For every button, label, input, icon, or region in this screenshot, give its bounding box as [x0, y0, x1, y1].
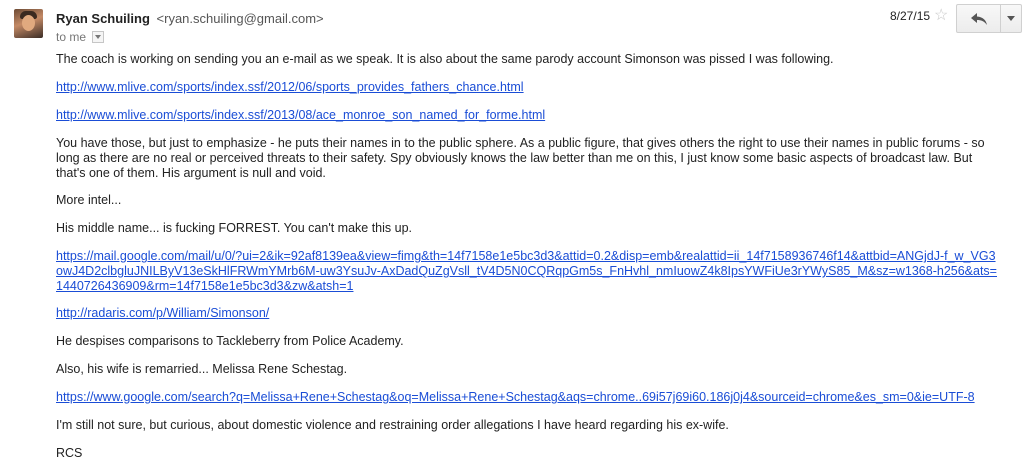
link-mlive-2013[interactable]: http://www.mlive.com/sports/index.ssf/2013/08/ace_monroe_son_named_for_forme.html: [56, 108, 546, 122]
paragraph-3: You have those, but just to emphasize - he puts their names in to the public sphere. As a public figure, that gives others the right to use their names in public forums - so long as there are no real or perceived threats to their safety. Spy obviously knows the law better than me on this, I just know some basic aspects of broadcast law. But that's one of them. His argument is null and void.: [56, 136, 985, 180]
paragraph-4: More intel...: [56, 193, 122, 207]
sender-name[interactable]: Ryan Schuiling: [56, 11, 150, 26]
recipient-label: to me: [56, 30, 87, 44]
star-icon[interactable]: ☆: [934, 7, 949, 24]
show-details-icon[interactable]: [92, 31, 104, 43]
reply-button[interactable]: [957, 5, 1000, 32]
avatar-face: [22, 15, 35, 31]
paragraph-1: The coach is working on sending you an e-mail as we speak. It is also about the same parody account Simonson was pissed I was following.: [56, 52, 834, 66]
recipient-line: [56, 30, 104, 44]
more-options-button[interactable]: [1000, 5, 1021, 32]
paragraph-6: He despises comparisons to Tackleberry from Police Academy.: [56, 334, 404, 348]
link-google-search[interactable]: https://www.google.com/search?q=Melissa+Rene+Schestag&oq=Melissa+Rene+Schestag&aqs=chrome..69i57j69i60.186j0j4&sourceid=chrome&es_sm=0&ie=UTF-8: [56, 390, 975, 404]
paragraph-7: Also, his wife is remarried... Melissa Rene Schestag.: [56, 362, 348, 376]
paragraph-5: His middle name... is fucking FORREST. You can't make this up.: [56, 221, 413, 235]
sender-line: [56, 11, 324, 26]
link-mlive-2012[interactable]: http://www.mlive.com/sports/index.ssf/2012/06/sports_provides_fathers_chance.html: [56, 80, 524, 94]
signature: RCS: [56, 446, 83, 460]
avatar[interactable]: [14, 9, 43, 38]
sender-email: <ryan.schuiling@gmail.com>: [156, 11, 324, 26]
message-date: 8/27/15: [890, 9, 931, 23]
reply-button-group: [956, 4, 1022, 33]
paragraph-8: I'm still not sure, but curious, about domestic violence and restraining order allegations I have heard regarding his ex-wife.: [56, 418, 729, 432]
link-radaris[interactable]: http://radaris.com/p/William/Simonson/: [56, 306, 270, 320]
reply-icon: [971, 13, 987, 25]
link-gmail-image[interactable]: https://mail.google.com/mail/u/0/?ui=2&ik=92af8139ea&view=fimg&th=14f7158e1e5bc3d3&attid=0.2&disp=emb&realattid=ii_14f7158936746f14&attbid=ANGjdJ-f_w_VG3owJ4D2clbgluJNILByV13eSkHlFRWmYMrb6M-uw3YsuJv-AxDadQuZgVsll_tV4D5N0CQRqpGm5s_FnHvhl_nmIuowZ4k8IpsYWFiUe3rYWyS85_M&sz=w1368-h256&ats=1440726436909&rm=14f7158e1e5bc3d3&zw&atsh=1: [56, 249, 997, 293]
